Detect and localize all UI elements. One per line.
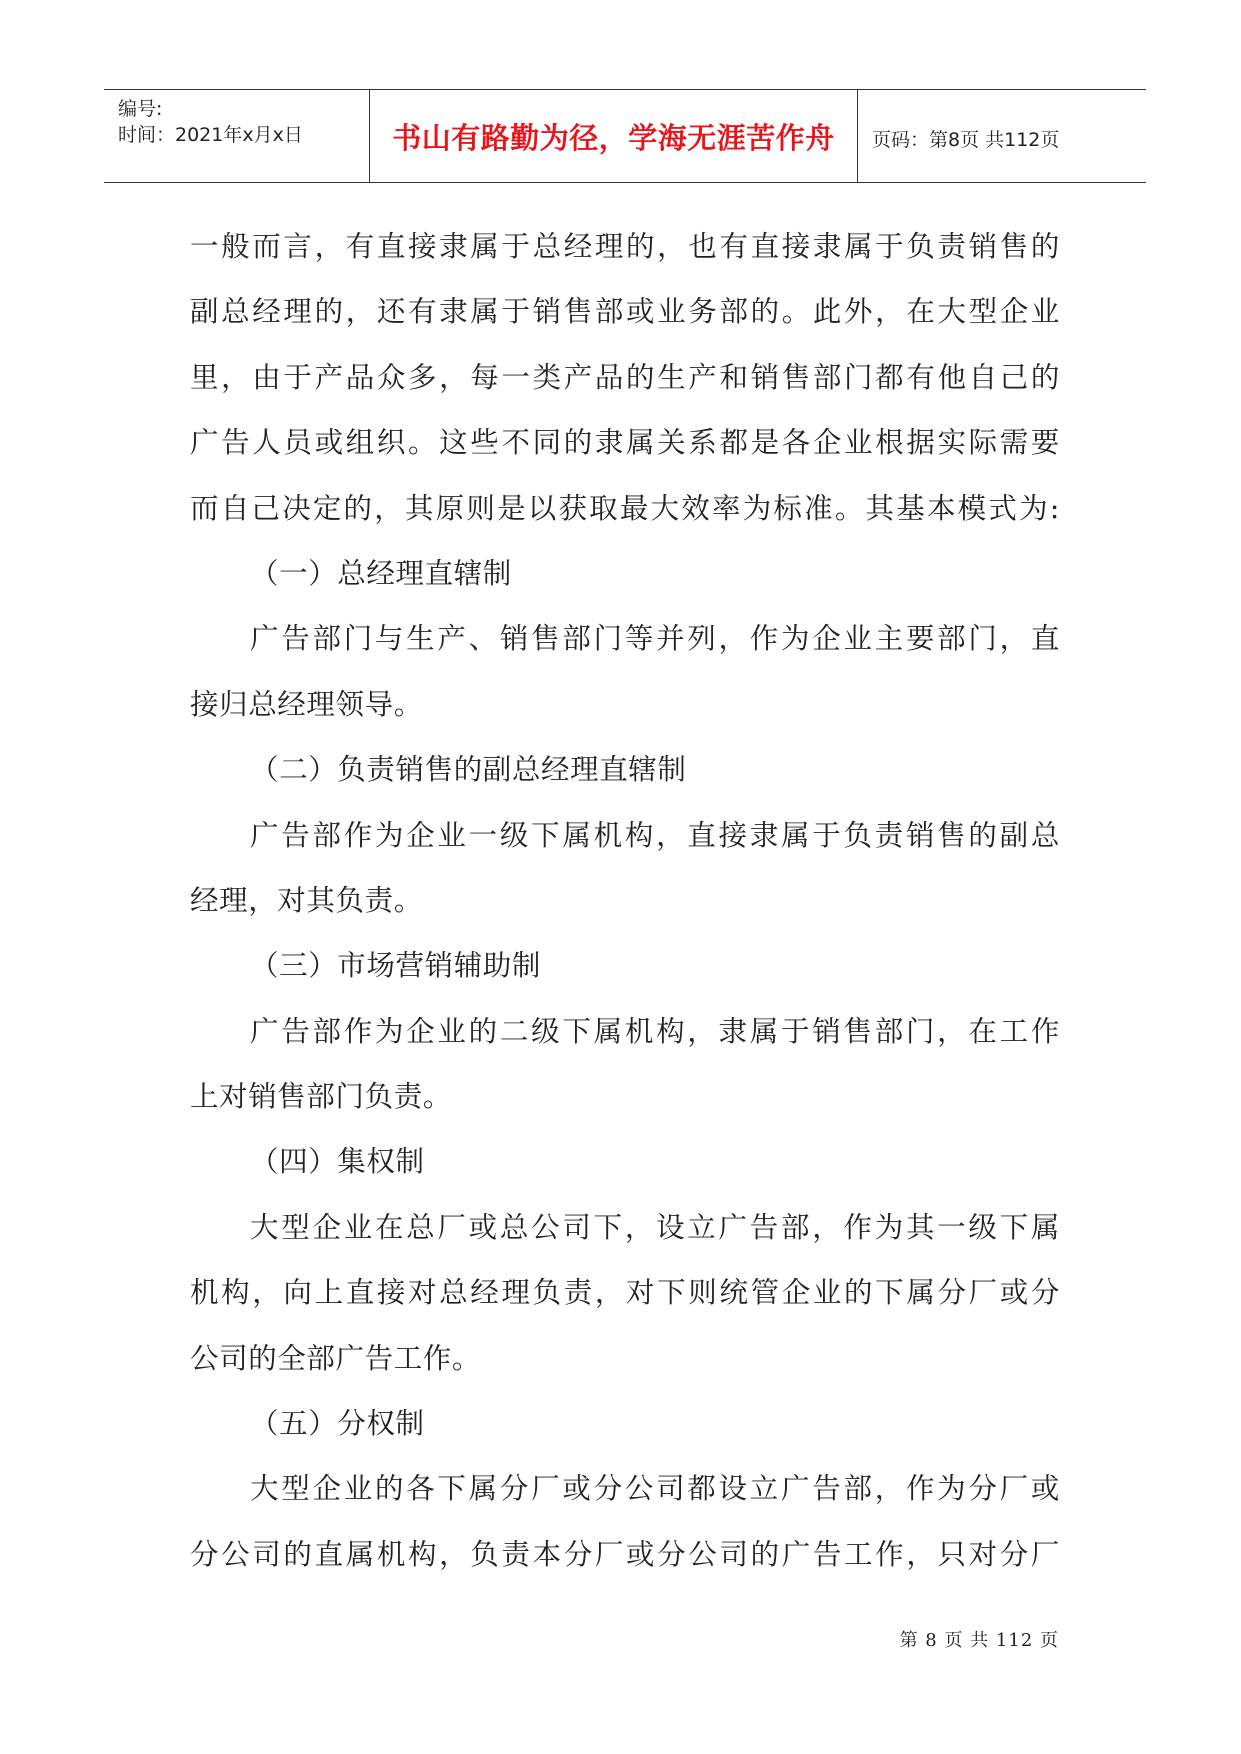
serial-label: 编号: [118,98,163,120]
motto-text: 书山有路勤为径，学海无涯苦作舟 [392,120,835,155]
document-body [190,214,1060,1587]
section-heading-2: （二）负责销售的副总经理直辖制 [250,753,687,787]
body-line: 而自己决定的，其原则是以获取最大效率为标准。其基本模式为: [190,491,1060,525]
body-line: 广告部作为企业一级下属机构，直接隶属于负责销售的副总 [250,818,1060,852]
header-meta-cell [104,90,370,182]
body-line: 大型企业在总厂或总公司下，设立广告部，作为其一级下属 [250,1210,1060,1244]
body-line: 广告人员或组织。这些不同的隶属关系都是各企业根据实际需要 [190,426,1060,460]
body-line: 广告部门与生产、销售部门等并列，作为企业主要部门，直 [250,622,1060,656]
header-page-info: 页码：第8页 共112页 [872,129,1060,151]
header-motto-cell [370,90,858,182]
page-footer: 第 8 页 共 112 页 [899,1630,1059,1651]
body-line: 一般而言，有直接隶属于总经理的，也有直接隶属于负责销售的 [190,230,1060,263]
body-line: 公司的全部广告工作。 [190,1341,482,1375]
section-heading-4: （四）集权制 [250,1145,425,1179]
body-line: 经理，对其负责。 [190,883,423,917]
body-line: 机构，向上直接对总经理负责，对下则统管企业的下属分厂或分 [190,1276,1060,1310]
body-line: 接归总经理领导。 [190,687,423,721]
body-line: 上对销售部门负责。 [190,1080,452,1114]
section-heading-3: （三）市场营销辅助制 [250,949,542,983]
body-line: 大型企业的各下属分厂或分公司都设立广告部，作为分厂或 [250,1472,1060,1506]
section-heading-1: （一）总经理直辖制 [250,556,512,590]
header-page-cell [858,90,1146,182]
body-line: 分公司的直属机构，负责本分厂或分公司的广告工作，只对分厂 [190,1537,1060,1571]
time-label: 时间：2021年x月x日 [118,124,303,146]
page-header [104,89,1146,183]
body-line: 广告部作为企业的二级下属机构，隶属于销售部门，在工作 [250,1014,1060,1048]
body-line: 里，由于产品众多，每一类产品的生产和销售部门都有他自己的 [190,360,1060,394]
body-line: 副总经理的，还有隶属于销售部或业务部的。此外，在大型企业 [190,295,1060,329]
section-heading-5: （五）分权制 [250,1407,425,1441]
